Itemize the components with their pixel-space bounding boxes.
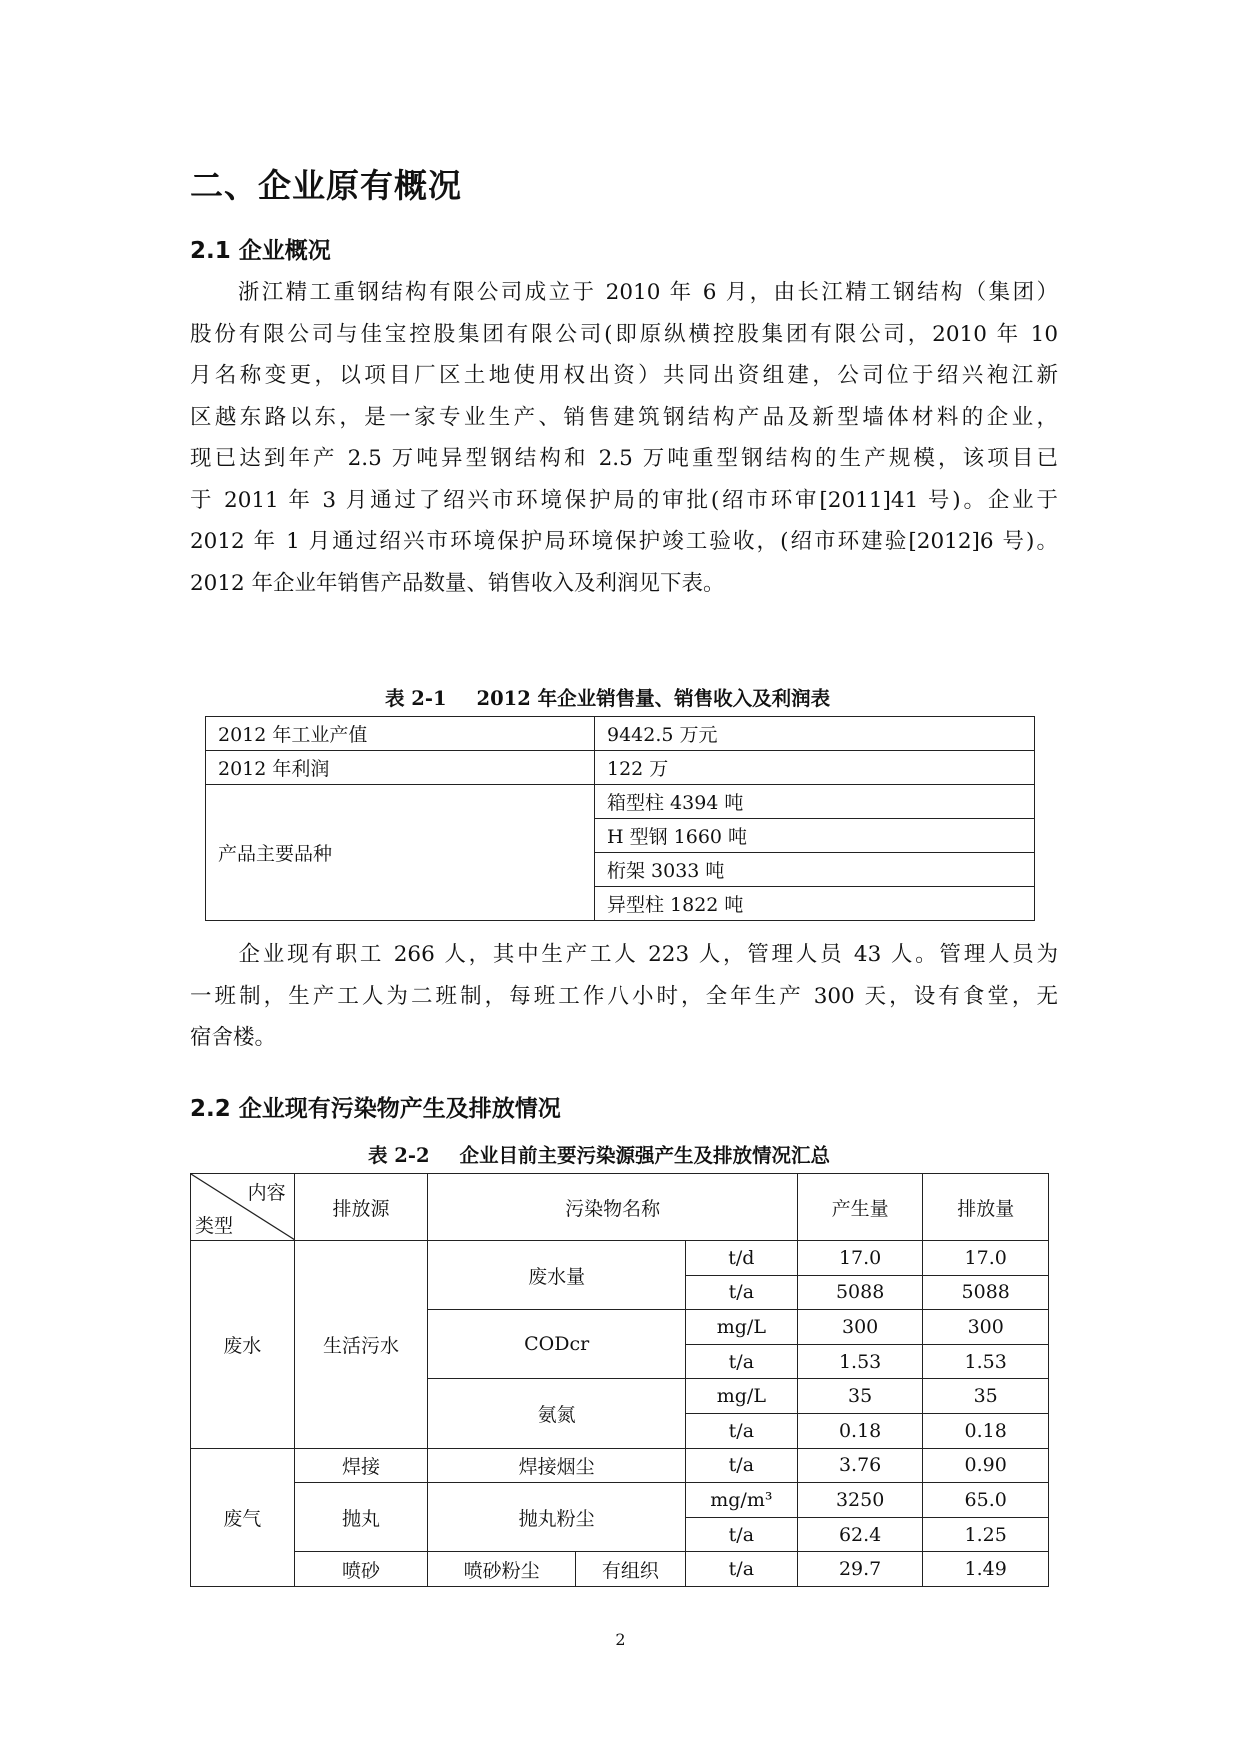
table-cell: 5088 [923, 1275, 1049, 1310]
table-cell: 0.18 [797, 1413, 923, 1448]
table-cell: 焊接烟尘 [428, 1448, 685, 1483]
page-number: 2 [615, 1630, 626, 1649]
table-cell: t/a [685, 1552, 797, 1587]
table-cell: 有组织 [575, 1552, 685, 1587]
table-cell: 废水量 [428, 1241, 685, 1310]
table-cell: t/a [685, 1413, 797, 1448]
header-cell: 排放源 [294, 1174, 428, 1241]
paragraph-line: 一班制，生产工人为二班制，每班工作八小时，全年生产 300 天，设有食堂，无 [190, 983, 1058, 1009]
table-cell: 35 [923, 1379, 1049, 1414]
table-cell: 122 万 [595, 751, 1035, 785]
header-cell: 产生量 [797, 1174, 923, 1241]
table-cell: 抛丸粉尘 [428, 1483, 685, 1552]
subsection-title-2-1: 2.1 企业概况 [190, 238, 331, 264]
diagonal-header-cell [191, 1174, 295, 1241]
table-cell: t/d [685, 1241, 797, 1276]
table-cell: 0.18 [923, 1413, 1049, 1448]
table-2-2-caption [368, 1140, 830, 1168]
table-caption-text: 企业目前主要污染源强产生及排放情况汇总 [459, 1144, 831, 1167]
table-cell: mg/L [685, 1379, 797, 1414]
table-cell: 生活污水 [294, 1241, 428, 1449]
table-header-row [191, 1174, 1049, 1241]
table-cell: 65.0 [923, 1483, 1049, 1518]
table-cell: mg/L [685, 1310, 797, 1345]
table-cell: 3.76 [797, 1448, 923, 1483]
table-row [206, 785, 1035, 819]
paragraph-line: 2012 年 1 月通过绍兴市环境保护局环境保护竣工验收，(绍市环建验[2012]6 号)。 [190, 529, 1058, 554]
table-caption-number: 表 2-1 [385, 687, 447, 710]
table-cell: 1.49 [923, 1552, 1049, 1587]
table-cell: mg/m³ [685, 1483, 797, 1518]
table-cell: 箱型柱 4394 吨 [595, 785, 1035, 819]
table-cell: 0.90 [923, 1448, 1049, 1483]
paragraph-line: 2012 年企业年销售产品数量、销售收入及利润见下表。 [190, 570, 725, 596]
table-cell: 氨氮 [428, 1379, 685, 1448]
paragraph-line: 企业现有职工 266 人，其中生产工人 223 人，管理人员 43 人。管理人员为 [190, 942, 1058, 967]
table-cell: 5088 [797, 1275, 923, 1310]
paragraph-line: 宿舍楼。 [190, 1025, 277, 1050]
subsection-title-2-2: 2.2 企业现有污染物产生及排放情况 [190, 1096, 561, 1122]
table-cell: 废气 [191, 1448, 295, 1586]
table-cell: 1.25 [923, 1517, 1049, 1552]
table-cell: 35 [797, 1379, 923, 1414]
table-cell: 废水 [191, 1241, 295, 1449]
table-cell: 29.7 [797, 1552, 923, 1587]
table-cell: 产品主要品种 [206, 785, 595, 921]
paragraph-line: 月名称变更，以项目厂区土地使用权出资）共同出资组建，公司位于绍兴袍江新 [190, 363, 1058, 388]
table-cell: 喷砂粉尘 [428, 1552, 575, 1587]
table-cell: t/a [685, 1344, 797, 1379]
paragraph-line: 浙江精工重钢结构有限公司成立于 2010 年 6 月，由长江精工钢结构（集团） [190, 280, 1058, 305]
table-row [206, 751, 1035, 785]
table-cell: 3250 [797, 1483, 923, 1518]
table-cell: H 型钢 1660 吨 [595, 819, 1035, 853]
pollution-table [190, 1173, 1049, 1587]
table-cell: 9442.5 万元 [595, 717, 1035, 751]
header-label: 内容 [247, 1182, 286, 1204]
table-row [191, 1241, 1049, 1276]
table-cell: 异型柱 1822 吨 [595, 887, 1035, 921]
header-cell: 污染物名称 [428, 1174, 797, 1241]
table-cell: t/a [685, 1448, 797, 1483]
table-cell: 17.0 [797, 1241, 923, 1276]
table-cell: 2012 年工业产值 [206, 717, 595, 751]
table-2-1-caption [385, 683, 830, 711]
table-cell: t/a [685, 1517, 797, 1552]
staff-paragraph [190, 934, 1058, 1059]
table-cell: 17.0 [923, 1241, 1049, 1276]
table-row [191, 1448, 1049, 1483]
table-cell: 2012 年利润 [206, 751, 595, 785]
paragraph-line: 区越东路以东，是一家专业生产、销售建筑钢结构产品及新型墙体材料的企业， [190, 404, 1058, 430]
header-label: 类型 [195, 1215, 234, 1237]
table-cell: 焊接 [294, 1448, 428, 1483]
company-overview-paragraph [190, 272, 1058, 604]
table-cell: 300 [923, 1310, 1049, 1345]
paragraph-line: 股份有限公司与佳宝控股集团有限公司(即原纵横控股集团有限公司，2010 年 10 [190, 321, 1058, 347]
table-caption-number: 表 2-2 [368, 1144, 430, 1167]
section-title: 二、企业原有概况 [190, 166, 462, 205]
table-cell: 62.4 [797, 1517, 923, 1552]
paragraph-line: 现已达到年产 2.5 万吨异型钢结构和 2.5 万吨重型钢结构的生产规模，该项目已 [190, 446, 1058, 471]
table-caption-text: 2012 年企业销售量、销售收入及利润表 [476, 687, 831, 710]
table-cell: 抛丸 [294, 1483, 428, 1552]
table-row [191, 1483, 1049, 1518]
table-cell: t/a [685, 1275, 797, 1310]
table-cell: 喷砂 [294, 1552, 428, 1587]
table-cell: 1.53 [923, 1344, 1049, 1379]
table-row [191, 1552, 1049, 1587]
table-row [206, 717, 1035, 751]
sales-table [205, 716, 1035, 921]
table-cell: CODcr [428, 1310, 685, 1379]
table-cell: 300 [797, 1310, 923, 1345]
table-cell: 桁架 3033 吨 [595, 853, 1035, 887]
header-cell: 排放量 [923, 1174, 1049, 1241]
table-cell: 1.53 [797, 1344, 923, 1379]
paragraph-line: 于 2011 年 3 月通过了绍兴市环境保护局的审批(绍市环审[2011]41 号)。企业于 [190, 487, 1058, 513]
